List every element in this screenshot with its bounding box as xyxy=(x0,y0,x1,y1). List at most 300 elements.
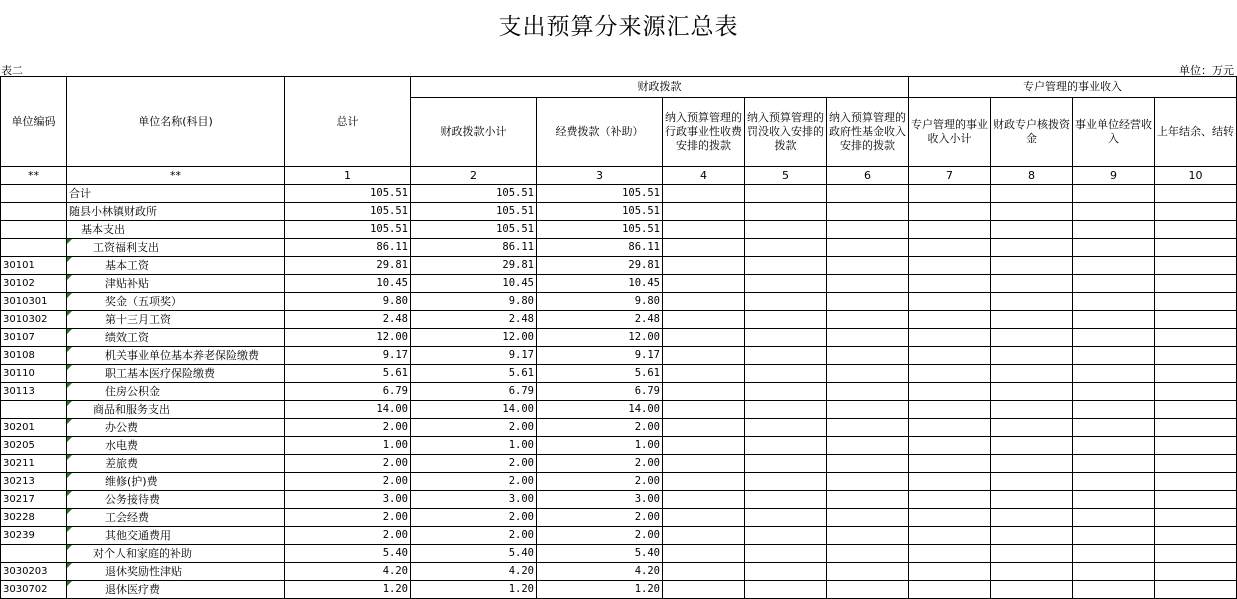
cell-col10 xyxy=(1155,221,1237,239)
cell-comment-marker xyxy=(67,293,72,298)
cell-fiscal-subtotal xyxy=(411,437,537,455)
cell-col4 xyxy=(663,419,745,437)
cell-col10 xyxy=(1155,581,1237,599)
table-row xyxy=(1,545,1237,563)
cell-unit-name xyxy=(67,437,285,455)
cell-unit-name xyxy=(67,347,285,365)
cell-col10 xyxy=(1155,437,1237,455)
cell-col9 xyxy=(1073,401,1155,419)
cell-fiscal-subtotal xyxy=(411,185,537,203)
cell-unit-code-text: 30108 xyxy=(3,350,35,361)
table-row xyxy=(1,347,1237,365)
cell-funds-allocation xyxy=(537,473,663,491)
cell-unit-code-text: 30201 xyxy=(3,422,35,433)
cell-unit-code-text: 30239 xyxy=(3,530,35,541)
cell-total-text: 2.00 xyxy=(382,475,408,487)
cell-unit-name-text: 职工基本医疗保险缴费 xyxy=(105,367,215,380)
cell-unit-name xyxy=(67,185,285,203)
cell-total-text: 2.00 xyxy=(382,511,408,523)
cell-col6 xyxy=(827,527,909,545)
cell-col9 xyxy=(1073,257,1155,275)
cell-total xyxy=(285,383,411,401)
cell-fiscal-subtotal xyxy=(411,473,537,491)
cell-col5 xyxy=(745,383,827,401)
cell-comment-marker xyxy=(67,527,72,532)
cell-funds-allocation-text: 14.00 xyxy=(628,403,660,415)
cell-funds-allocation-text: 2.00 xyxy=(634,529,660,541)
cell-unit-name xyxy=(67,329,285,347)
cell-unit-name-text: 合计 xyxy=(69,187,91,200)
cell-total xyxy=(285,365,411,383)
index-cell: 8 xyxy=(991,167,1073,185)
cell-unit-name xyxy=(67,581,285,599)
cell-unit-code xyxy=(1,545,67,563)
cell-col9 xyxy=(1073,563,1155,581)
table-row xyxy=(1,401,1237,419)
cell-fiscal-subtotal-text: 12.00 xyxy=(502,331,534,343)
cell-unit-code xyxy=(1,455,67,473)
cell-unit-code-text: 3030702 xyxy=(3,584,48,595)
cell-col8 xyxy=(991,527,1073,545)
cell-col6 xyxy=(827,311,909,329)
cell-col8 xyxy=(991,581,1073,599)
cell-comment-marker xyxy=(67,257,72,262)
cell-unit-code xyxy=(1,491,67,509)
cell-funds-allocation-text: 1.00 xyxy=(634,439,660,451)
cell-col6 xyxy=(827,329,909,347)
cell-comment-marker xyxy=(67,311,72,316)
cell-total-text: 5.61 xyxy=(382,367,408,379)
cell-total xyxy=(285,311,411,329)
cell-unit-code-text: 3010302 xyxy=(3,314,48,325)
cell-comment-marker xyxy=(67,383,72,388)
cell-unit-name-text: 办公费 xyxy=(105,421,138,434)
cell-funds-allocation-text: 9.17 xyxy=(634,349,660,361)
cell-unit-name-text: 津贴补贴 xyxy=(105,277,149,290)
table-row xyxy=(1,509,1237,527)
cell-unit-code xyxy=(1,221,67,239)
cell-unit-name xyxy=(67,203,285,221)
cell-unit-code-text: 30205 xyxy=(3,440,35,451)
cell-col4 xyxy=(663,185,745,203)
cell-col7 xyxy=(909,257,991,275)
cell-unit-code-text: 30102 xyxy=(3,278,35,289)
cell-col8 xyxy=(991,401,1073,419)
cell-col7 xyxy=(909,185,991,203)
cell-col5 xyxy=(745,455,827,473)
table-row xyxy=(1,365,1237,383)
cell-unit-code xyxy=(1,401,67,419)
header-fiscal-group: 财政拨款 xyxy=(411,77,909,98)
cell-unit-name-text: 退休奖励性津贴 xyxy=(105,565,182,578)
cell-col8 xyxy=(991,473,1073,491)
cell-unit-name-text: 维修(护)费 xyxy=(105,475,158,488)
cell-total xyxy=(285,545,411,563)
cell-unit-name xyxy=(67,563,285,581)
cell-col9 xyxy=(1073,527,1155,545)
cell-col6 xyxy=(827,455,909,473)
cell-col4 xyxy=(663,455,745,473)
cell-total-text: 5.40 xyxy=(382,547,408,559)
cell-funds-allocation xyxy=(537,509,663,527)
cell-total xyxy=(285,329,411,347)
cell-unit-name-text: 奖金（五项奖） xyxy=(105,295,182,308)
cell-col9 xyxy=(1073,365,1155,383)
cell-funds-allocation xyxy=(537,329,663,347)
cell-comment-marker xyxy=(67,401,72,406)
cell-col5 xyxy=(745,293,827,311)
cell-total-text: 14.00 xyxy=(376,403,408,415)
cell-col7 xyxy=(909,293,991,311)
header-col10: 上年结余、结转 xyxy=(1155,98,1237,167)
cell-comment-marker xyxy=(67,347,72,352)
cell-unit-name xyxy=(67,455,285,473)
cell-funds-allocation xyxy=(537,401,663,419)
page-title: 支出预算分来源汇总表 xyxy=(498,14,739,40)
cell-col9 xyxy=(1073,581,1155,599)
cell-col10 xyxy=(1155,365,1237,383)
cell-total xyxy=(285,419,411,437)
cell-col4 xyxy=(663,347,745,365)
cell-total xyxy=(285,275,411,293)
header-col6: 纳入预算管理的政府性基金收入安排的拨款 xyxy=(827,98,909,167)
cell-total-text: 6.79 xyxy=(382,385,408,397)
cell-unit-name-text: 第十三月工资 xyxy=(105,313,171,326)
table-row xyxy=(1,221,1237,239)
cell-fiscal-subtotal-text: 9.80 xyxy=(508,295,534,307)
cell-unit-code xyxy=(1,563,67,581)
cell-col6 xyxy=(827,293,909,311)
cell-funds-allocation-text: 2.00 xyxy=(634,421,660,433)
cell-col10 xyxy=(1155,491,1237,509)
cell-col5 xyxy=(745,437,827,455)
cell-fiscal-subtotal-text: 1.00 xyxy=(508,439,534,451)
cell-col7 xyxy=(909,545,991,563)
cell-unit-name-text: 住房公积金 xyxy=(105,385,160,398)
cell-col4 xyxy=(663,293,745,311)
cell-col6 xyxy=(827,347,909,365)
cell-total-text: 2.00 xyxy=(382,529,408,541)
cell-col10 xyxy=(1155,419,1237,437)
cell-total-text: 4.20 xyxy=(382,565,408,577)
cell-funds-allocation xyxy=(537,275,663,293)
cell-col4 xyxy=(663,509,745,527)
cell-col8 xyxy=(991,329,1073,347)
cell-unit-name-text: 公务接待费 xyxy=(105,493,160,506)
cell-fiscal-subtotal-text: 2.00 xyxy=(508,475,534,487)
cell-col5 xyxy=(745,239,827,257)
cell-fiscal-subtotal xyxy=(411,581,537,599)
cell-funds-allocation-text: 3.00 xyxy=(634,493,660,505)
cell-col6 xyxy=(827,257,909,275)
cell-unit-name xyxy=(67,527,285,545)
table-row xyxy=(1,239,1237,257)
cell-fiscal-subtotal xyxy=(411,527,537,545)
header-col7: 专户管理的事业收入小计 xyxy=(909,98,991,167)
cell-unit-name xyxy=(67,383,285,401)
table-row xyxy=(1,581,1237,599)
unit-label: 单位：万元 xyxy=(1179,64,1234,77)
cell-col5 xyxy=(745,491,827,509)
cell-unit-code xyxy=(1,527,67,545)
cell-fiscal-subtotal xyxy=(411,545,537,563)
cell-col7 xyxy=(909,221,991,239)
cell-col5 xyxy=(745,275,827,293)
cell-col5 xyxy=(745,581,827,599)
cell-total-text: 9.80 xyxy=(382,295,408,307)
cell-fiscal-subtotal-text: 1.20 xyxy=(508,583,534,595)
cell-comment-marker xyxy=(67,365,72,370)
cell-total xyxy=(285,491,411,509)
table-row xyxy=(1,527,1237,545)
header-special-group: 专户管理的事业收入 xyxy=(909,77,1237,98)
cell-total xyxy=(285,509,411,527)
cell-col4 xyxy=(663,527,745,545)
cell-col6 xyxy=(827,239,909,257)
cell-col10 xyxy=(1155,401,1237,419)
cell-total xyxy=(285,581,411,599)
cell-col7 xyxy=(909,383,991,401)
cell-col8 xyxy=(991,437,1073,455)
cell-comment-marker xyxy=(67,473,72,478)
index-cell: 5 xyxy=(745,167,827,185)
cell-col5 xyxy=(745,203,827,221)
cell-unit-code-text: 30211 xyxy=(3,458,35,469)
cell-unit-name xyxy=(67,401,285,419)
index-row xyxy=(1,167,1237,185)
table-row xyxy=(1,419,1237,437)
cell-total xyxy=(285,239,411,257)
cell-unit-code xyxy=(1,203,67,221)
cell-funds-allocation xyxy=(537,527,663,545)
cell-unit-code xyxy=(1,473,67,491)
cell-col8 xyxy=(991,239,1073,257)
cell-col6 xyxy=(827,437,909,455)
cell-col10 xyxy=(1155,473,1237,491)
cell-funds-allocation-text: 2.00 xyxy=(634,475,660,487)
cell-fiscal-subtotal xyxy=(411,329,537,347)
cell-comment-marker xyxy=(67,491,72,496)
cell-unit-code xyxy=(1,419,67,437)
cell-fiscal-subtotal-text: 10.45 xyxy=(502,277,534,289)
cell-col4 xyxy=(663,365,745,383)
cell-unit-name-text: 基本工资 xyxy=(105,259,149,272)
cell-funds-allocation-text: 105.51 xyxy=(622,223,660,235)
cell-col9 xyxy=(1073,329,1155,347)
table-row xyxy=(1,491,1237,509)
cell-col8 xyxy=(991,221,1073,239)
table-row xyxy=(1,275,1237,293)
cell-col9 xyxy=(1073,545,1155,563)
cell-fiscal-subtotal xyxy=(411,455,537,473)
cell-col9 xyxy=(1073,293,1155,311)
cell-total-text: 86.11 xyxy=(376,241,408,253)
cell-col4 xyxy=(663,239,745,257)
cell-unit-name-text: 基本支出 xyxy=(81,223,125,236)
cell-col4 xyxy=(663,221,745,239)
cell-fiscal-subtotal-text: 105.51 xyxy=(496,223,534,235)
cell-col8 xyxy=(991,563,1073,581)
cell-col6 xyxy=(827,581,909,599)
cell-col5 xyxy=(745,185,827,203)
cell-fiscal-subtotal-text: 4.20 xyxy=(508,565,534,577)
header-total: 总计 xyxy=(285,77,411,167)
cell-unit-name-text: 其他交通费用 xyxy=(105,529,171,542)
cell-col7 xyxy=(909,473,991,491)
cell-total xyxy=(285,527,411,545)
cell-col7 xyxy=(909,401,991,419)
cell-funds-allocation-text: 6.79 xyxy=(634,385,660,397)
cell-col8 xyxy=(991,509,1073,527)
cell-unit-name xyxy=(67,509,285,527)
cell-unit-name-text: 随县小林镇财政所 xyxy=(69,205,157,218)
cell-col7 xyxy=(909,365,991,383)
cell-col10 xyxy=(1155,563,1237,581)
cell-comment-marker xyxy=(67,545,72,550)
cell-total-text: 1.00 xyxy=(382,439,408,451)
cell-unit-name-text: 工会经费 xyxy=(105,511,149,524)
header-col9: 事业单位经营收入 xyxy=(1073,98,1155,167)
cell-fiscal-subtotal xyxy=(411,401,537,419)
cell-unit-name-text: 退休医疗费 xyxy=(105,583,160,596)
cell-unit-code xyxy=(1,293,67,311)
cell-unit-code xyxy=(1,329,67,347)
cell-total xyxy=(285,563,411,581)
cell-col5 xyxy=(745,347,827,365)
header-fiscal-subtotal: 财政拨款小计 xyxy=(411,98,537,167)
cell-comment-marker xyxy=(67,437,72,442)
index-cell: 1 xyxy=(285,167,411,185)
cell-col7 xyxy=(909,419,991,437)
table-row xyxy=(1,185,1237,203)
cell-col9 xyxy=(1073,311,1155,329)
cell-col10 xyxy=(1155,347,1237,365)
cell-unit-name-text: 对个人和家庭的补助 xyxy=(93,547,192,560)
cell-total xyxy=(285,293,411,311)
cell-total-text: 2.48 xyxy=(382,313,408,325)
cell-funds-allocation xyxy=(537,239,663,257)
cell-unit-code xyxy=(1,311,67,329)
cell-col6 xyxy=(827,509,909,527)
cell-col9 xyxy=(1073,221,1155,239)
cell-unit-name xyxy=(67,365,285,383)
cell-total xyxy=(285,257,411,275)
cell-col7 xyxy=(909,581,991,599)
cell-funds-allocation-text: 5.40 xyxy=(634,547,660,559)
cell-funds-allocation xyxy=(537,221,663,239)
table-row xyxy=(1,203,1237,221)
cell-comment-marker xyxy=(67,563,72,568)
cell-funds-allocation xyxy=(537,347,663,365)
cell-total xyxy=(285,347,411,365)
cell-total-text: 2.00 xyxy=(382,421,408,433)
index-cell: 9 xyxy=(1073,167,1155,185)
cell-funds-allocation-text: 12.00 xyxy=(628,331,660,343)
cell-col6 xyxy=(827,365,909,383)
cell-unit-code-text: 3030203 xyxy=(3,566,48,577)
cell-col8 xyxy=(991,419,1073,437)
cell-col5 xyxy=(745,509,827,527)
header-col4: 纳入预算管理的行政事业性收费安排的拨款 xyxy=(663,98,745,167)
cell-unit-code xyxy=(1,347,67,365)
cell-comment-marker xyxy=(67,275,72,280)
cell-col4 xyxy=(663,545,745,563)
cell-col8 xyxy=(991,491,1073,509)
table-row xyxy=(1,455,1237,473)
cell-unit-code-text: 3010301 xyxy=(3,296,48,307)
cell-col8 xyxy=(991,347,1073,365)
cell-col8 xyxy=(991,185,1073,203)
cell-fiscal-subtotal xyxy=(411,419,537,437)
cell-unit-name xyxy=(67,473,285,491)
cell-fiscal-subtotal-text: 105.51 xyxy=(496,205,534,217)
cell-col6 xyxy=(827,401,909,419)
cell-col6 xyxy=(827,491,909,509)
cell-funds-allocation-text: 4.20 xyxy=(634,565,660,577)
cell-col10 xyxy=(1155,509,1237,527)
cell-comment-marker xyxy=(67,239,72,244)
cell-funds-allocation-text: 29.81 xyxy=(628,259,660,271)
cell-funds-allocation xyxy=(537,581,663,599)
cell-col4 xyxy=(663,275,745,293)
cell-col5 xyxy=(745,401,827,419)
cell-col5 xyxy=(745,563,827,581)
cell-unit-code xyxy=(1,185,67,203)
cell-fiscal-subtotal xyxy=(411,257,537,275)
cell-col7 xyxy=(909,509,991,527)
cell-unit-name-text: 工资福利支出 xyxy=(93,241,159,254)
cell-unit-code-text: 30217 xyxy=(3,494,35,505)
cell-col4 xyxy=(663,203,745,221)
cell-col5 xyxy=(745,257,827,275)
cell-unit-code xyxy=(1,509,67,527)
cell-fiscal-subtotal-text: 6.79 xyxy=(508,385,534,397)
cell-col10 xyxy=(1155,329,1237,347)
cell-col9 xyxy=(1073,185,1155,203)
cell-col10 xyxy=(1155,203,1237,221)
cell-col10 xyxy=(1155,455,1237,473)
cell-fiscal-subtotal-text: 2.00 xyxy=(508,529,534,541)
header-col5: 纳入预算管理的罚没收入安排的拨款 xyxy=(745,98,827,167)
cell-funds-allocation xyxy=(537,293,663,311)
cell-col5 xyxy=(745,311,827,329)
cell-unit-code xyxy=(1,581,67,599)
index-cell: 10 xyxy=(1155,167,1237,185)
cell-col10 xyxy=(1155,527,1237,545)
cell-col10 xyxy=(1155,293,1237,311)
cell-unit-name-text: 差旅费 xyxy=(105,457,138,470)
cell-unit-name xyxy=(67,491,285,509)
cell-col9 xyxy=(1073,491,1155,509)
cell-col4 xyxy=(663,581,745,599)
cell-unit-code-text: 30101 xyxy=(3,260,35,271)
cell-fiscal-subtotal xyxy=(411,347,537,365)
cell-fiscal-subtotal xyxy=(411,311,537,329)
cell-funds-allocation-text: 1.20 xyxy=(634,583,660,595)
cell-col4 xyxy=(663,437,745,455)
cell-fiscal-subtotal xyxy=(411,275,537,293)
cell-col10 xyxy=(1155,383,1237,401)
cell-funds-allocation-text: 105.51 xyxy=(622,205,660,217)
cell-col7 xyxy=(909,491,991,509)
cell-col9 xyxy=(1073,347,1155,365)
cell-fiscal-subtotal-text: 3.00 xyxy=(508,493,534,505)
cell-col6 xyxy=(827,545,909,563)
cell-unit-name-text: 绩效工资 xyxy=(105,331,149,344)
cell-total-text: 9.17 xyxy=(382,349,408,361)
cell-unit-code xyxy=(1,275,67,293)
cell-fiscal-subtotal xyxy=(411,203,537,221)
